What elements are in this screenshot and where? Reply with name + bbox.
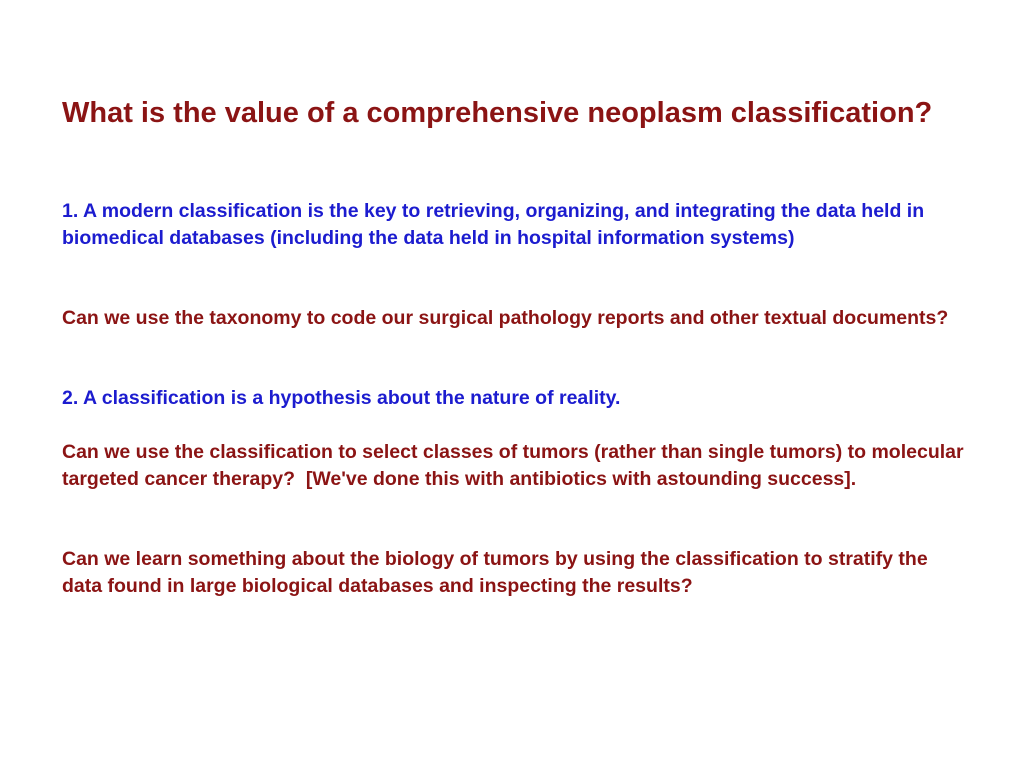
- question-3-text: Can we learn something about the biology of tumors by using the classification to stratify the data found in large biological databases and inspecting the results?: [62, 548, 928, 597]
- point-2-text: 2. A classification is a hypothesis about the nature of reality.: [62, 387, 621, 409]
- slide-title: What is the value of a comprehensive neoplasm classification?: [62, 97, 933, 129]
- question-2-text: Can we use the classification to select classes of tumors (rather than single tumors) to molecular targeted cancer therapy? [We've done this with antibiotics with astounding success].: [62, 441, 970, 490]
- point-1-text: 1. A modern classification is the key to retrieving, organizing, and integrating the data held in biomedical databases (including the data held in hospital information systems): [62, 200, 925, 249]
- question-1-text: Can we use the taxonomy to code our surgical pathology reports and other textual documents?: [62, 307, 949, 329]
